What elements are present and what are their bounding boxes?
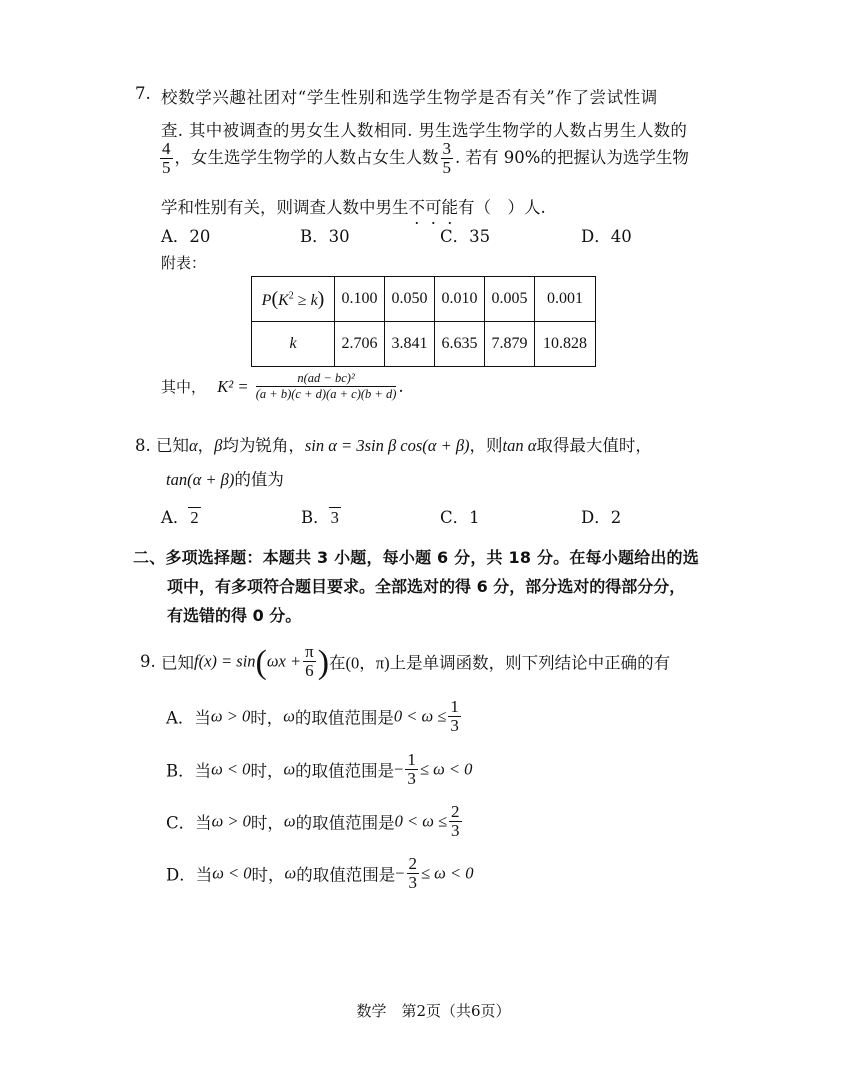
q7-line3-mid: ，女生选学生物学的人数占女生人数	[174, 148, 439, 167]
q8-line1: 8. 已知α，β均为锐角，sin α = 3sin β cos(α + β)，则tan α取得最大值时，	[135, 436, 652, 455]
table-row	[252, 277, 596, 322]
table-cell: 0.050	[385, 277, 435, 322]
q9-option-a: A．当ω > 0时，ω的取值范围是0 < ω ≤ $\frac{1}{3}$	[166, 697, 459, 735]
fraction-3-5: $\frac{3}{5}$	[442, 139, 451, 177]
q7-line3-end: . 若有 90%的把握认为选学生物	[455, 148, 689, 167]
q7-option-b: B．30	[300, 227, 350, 246]
table-cell: 6.635	[435, 322, 485, 367]
section2-line3: 有选错的得 0 分。	[167, 606, 302, 625]
q7-line4: 学和性别有关，则调查人数中男生不可能有（ ）人.	[161, 198, 546, 217]
q8-option-b: B．3	[301, 508, 339, 527]
table-cell: 0.001	[535, 277, 596, 322]
k2-formula: 其中， K² = $\frac{\text{n(ad − bc)²}}{(a + b)(c + d)(a + c)(b + d)}$ .	[161, 371, 404, 401]
q9-stem: 9. 已知f(x) = sin(ωx + $\frac{\pi}{6}$ )在(0，π)上是单调函数，则下列结论中正确的有	[140, 642, 671, 681]
q8-line2: tan(α + β)的值为	[166, 470, 284, 489]
table-cell: 3.841	[385, 322, 435, 367]
section2-line2: 项中，有多项符合题目要求。全部选对的得 6 分，部分选对的得部分分，	[167, 577, 686, 596]
q7-number: 7.	[135, 84, 151, 103]
q7-option-a: A．20	[161, 227, 211, 246]
table-cell: 10.828	[535, 322, 596, 367]
table-cell: 0.010	[435, 277, 485, 322]
table-header-k: k	[252, 322, 335, 367]
table-cell: 7.879	[485, 322, 535, 367]
table-cell: 0.100	[335, 277, 385, 322]
appendix-label: 附表：	[161, 254, 207, 272]
table-cell: 0.005	[485, 277, 535, 322]
q7-option-d: D．40	[581, 227, 632, 246]
q8-equation: sin α = 3sin β cos(α + β)	[304, 436, 470, 455]
q7-line3	[158, 140, 689, 177]
table-header-p: $P(K^2 \ge k)$	[252, 277, 335, 322]
page-footer: 数学 第2页（共6页）	[356, 1002, 511, 1020]
pi-over-6: $\frac{\pi}{6}$	[305, 642, 314, 680]
q8-number: 8.	[135, 436, 151, 455]
q8-expression: tan(α + β)	[166, 470, 235, 489]
q7-line2: 查. 其中被调查的男女生人数相同. 男生选学生物学的人数占男生人数的	[161, 121, 688, 140]
table-cell: 2.706	[335, 322, 385, 367]
q7-line1: 校数学兴趣社团对“学生性别和选学生物学是否有关”作了尝试性调	[161, 88, 658, 107]
q9-number: 9.	[140, 652, 156, 671]
section2-title: 二、多项选择题：本题共 3 小题，每小题 6 分，共 18 分。在每小题给出的选	[133, 548, 699, 567]
q9-option-d: D．当ω < 0时，ω的取值范围是− $\frac{2}{3}$ ≤ ω < 0	[166, 854, 474, 892]
table-row	[252, 322, 596, 367]
critical-value-table	[251, 276, 596, 367]
q9-option-c: C．当ω > 0时，ω的取值范围是0 < ω ≤ $\frac{2}{3}$	[166, 802, 460, 840]
q7-emphasis: 不可能	[408, 198, 458, 217]
q8-option-c: C．1	[440, 508, 480, 527]
q8-option-a: A．2	[161, 508, 199, 527]
fraction-4-5: $\frac{4}{5}$	[162, 139, 171, 177]
q9-option-b: B．当ω < 0时，ω的取值范围是− $\frac{1}{3}$ ≤ ω < 0	[166, 750, 473, 788]
q8-option-d: D．2	[581, 508, 622, 527]
q7-option-c: C．35	[440, 227, 491, 246]
k2-fraction: $\frac{\text{n(ad − bc)²}}{(a + b)(c + d)(a + c)(b + d)}$	[255, 371, 397, 401]
